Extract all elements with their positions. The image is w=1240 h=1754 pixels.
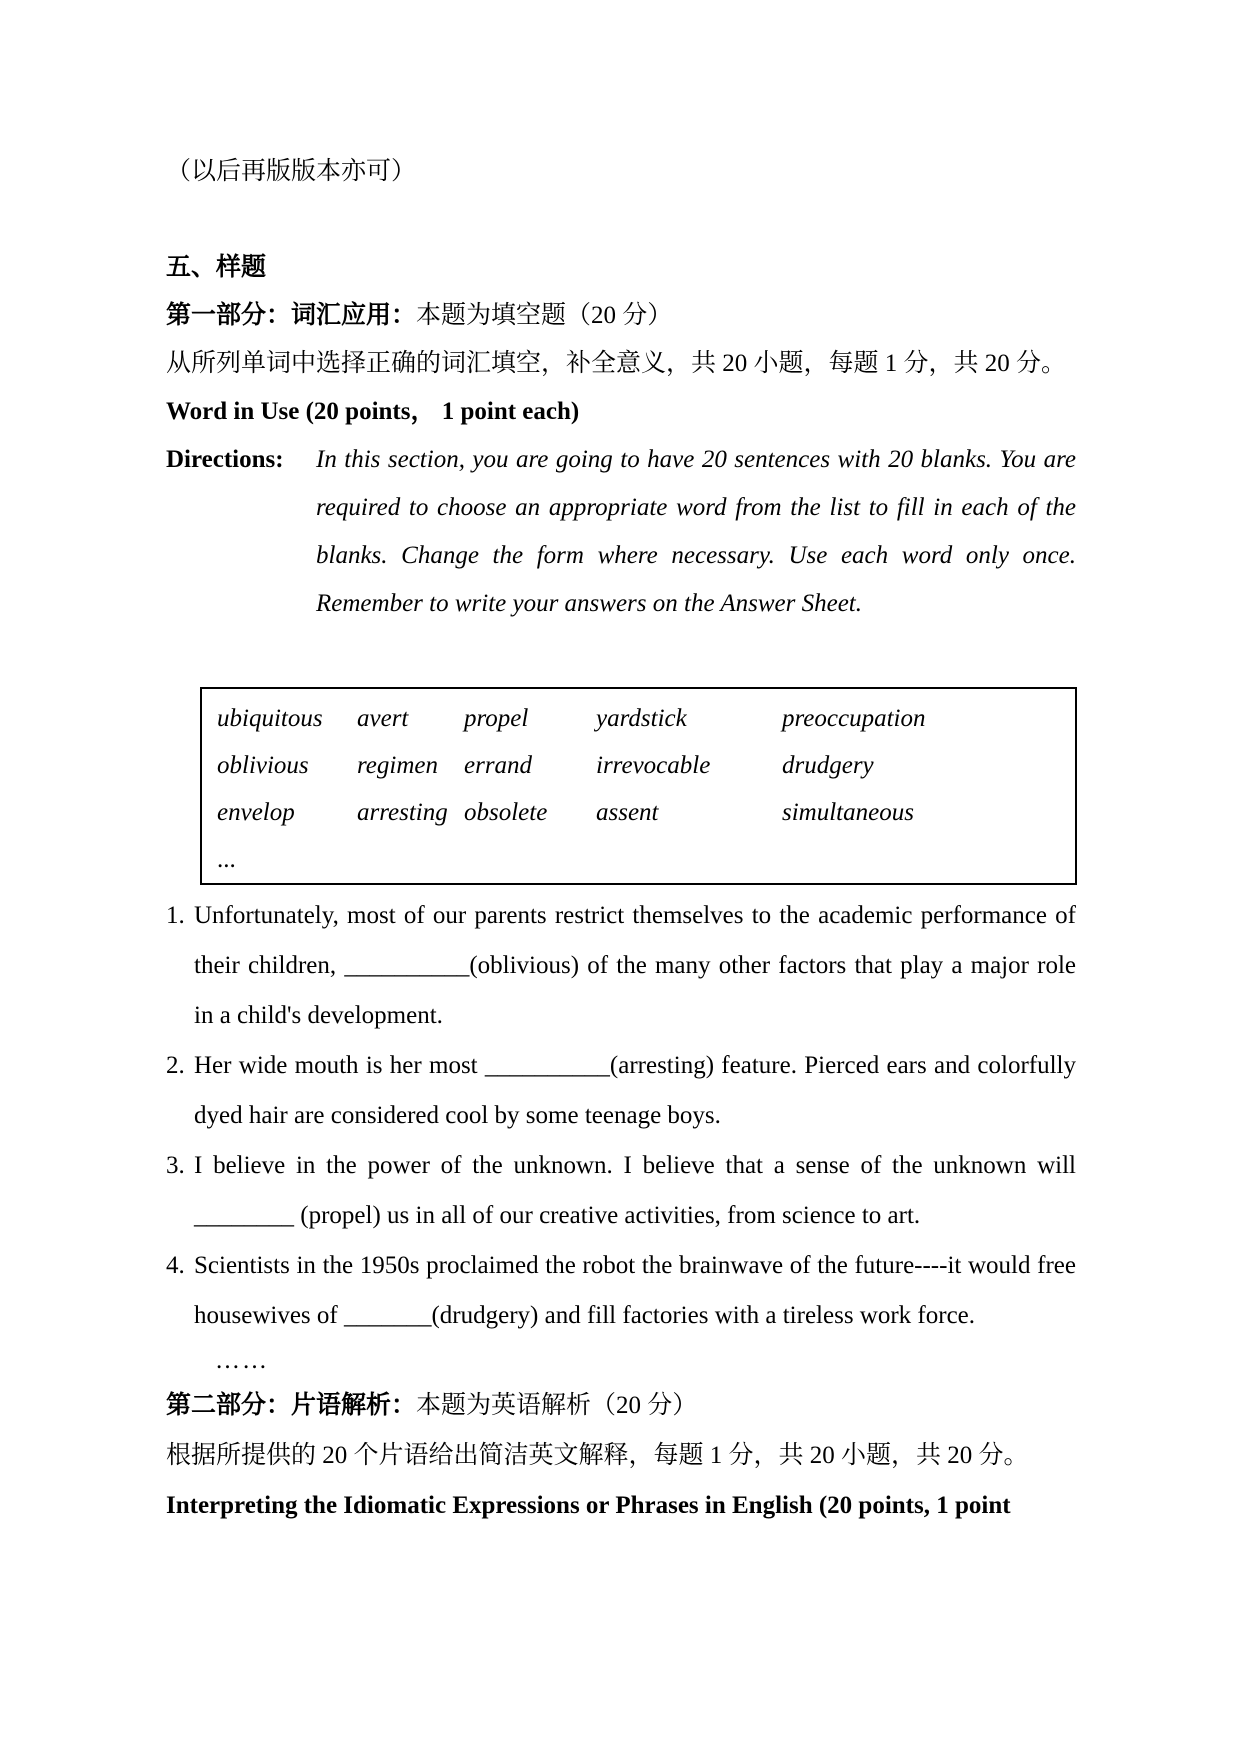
word-box-word: drudgery xyxy=(782,752,874,779)
word-box-word: obsolete xyxy=(464,799,548,826)
item-number: 1. xyxy=(166,902,185,929)
word-box-word: regimen xyxy=(357,752,438,779)
word-box-word: arresting xyxy=(357,799,448,826)
directions-label: Directions: xyxy=(166,446,284,473)
word-box-word: ubiquitous xyxy=(217,705,323,732)
question-item xyxy=(166,1041,1076,1141)
word-box-row xyxy=(217,742,1075,789)
part1-heading-rest: 本题为填空题（20 分） xyxy=(416,302,673,329)
word-box-word: envelop xyxy=(217,799,295,826)
question-item xyxy=(166,891,1076,1041)
word-box-ellipsis: ... xyxy=(217,846,236,873)
word-box-word: simultaneous xyxy=(782,799,914,826)
part2-intro: 根据所提供的 20 个片语给出简洁英文解释，每题 1 分，共 20 小题，共 20 分。 xyxy=(166,1442,1029,1469)
item-number: 3. xyxy=(166,1152,185,1179)
item-text: Her wide mouth is her most __________(arresting) feature. Pierced ears and colorfully dyed hair are considered cool by some teenage boys. xyxy=(194,1052,1076,1129)
word-in-use-title: Word in Use (20 points， 1 point each) xyxy=(166,398,580,425)
question-list xyxy=(166,891,1076,1341)
item-number: 2. xyxy=(166,1052,185,1079)
part1-heading xyxy=(166,292,1076,340)
part1-heading-bold: 第一部分：词汇应用： xyxy=(166,302,417,329)
word-box-word: oblivious xyxy=(217,752,309,779)
word-box xyxy=(200,687,1077,885)
word-box-row xyxy=(217,695,1075,742)
directions-text: In this section, you are going to have 20 sentences with 20 blanks. You are required to choose an appropriate word from the list to fill in each of the blanks. Change the form where necessary. Use each word only once. Remember to write your answers on the Answer Sheet. xyxy=(316,446,1076,617)
question-item xyxy=(166,1241,1076,1341)
item-text: Unfortunately, most of our parents restrict themselves to the academic performance of their children, __________(oblivious) of the many other factors that play a major role in a child's development. xyxy=(194,902,1076,1029)
question-item xyxy=(166,1141,1076,1241)
word-box-row xyxy=(217,789,1075,836)
part1-intro: 从所列单词中选择正确的词汇填空，补全意义，共 20 小题，每题 1 分，共 20 分。 xyxy=(166,350,1067,377)
word-box-word: irrevocable xyxy=(596,752,711,779)
text-column xyxy=(166,0,1076,1531)
item-text: I believe in the power of the unknown. I believe that a sense of the unknown will ________ (propel) us in all of our creative activities, from science to art. xyxy=(194,1152,1076,1229)
note-line: （以后再版版本亦可） xyxy=(166,158,417,185)
part2-heading-bold: 第二部分：片语解析： xyxy=(166,1392,417,1419)
directions-paragraph xyxy=(166,436,1076,628)
word-box-word: propel xyxy=(464,705,529,732)
part2-title: Interpreting the Idiomatic Expressions or Phrases in English (20 points, 1 point xyxy=(166,1492,1011,1519)
item-text: Scientists in the 1950s proclaimed the robot the brainwave of the future----it would free housewives of _______(drudgery) and fill factories with a tireless work force. xyxy=(194,1252,1076,1329)
part2-heading-rest: 本题为英语解析（20 分） xyxy=(416,1392,698,1419)
items-ellipsis: …… xyxy=(215,1347,269,1374)
word-box-word: avert xyxy=(357,705,409,732)
word-box-word: assent xyxy=(596,799,659,826)
word-box-word: yardstick xyxy=(596,705,687,732)
word-box-word: errand xyxy=(464,752,533,779)
section-heading: 五、样题 xyxy=(166,254,267,281)
part2-heading xyxy=(166,1381,1076,1431)
item-number: 4. xyxy=(166,1252,185,1279)
word-box-word: preoccupation xyxy=(782,705,926,732)
